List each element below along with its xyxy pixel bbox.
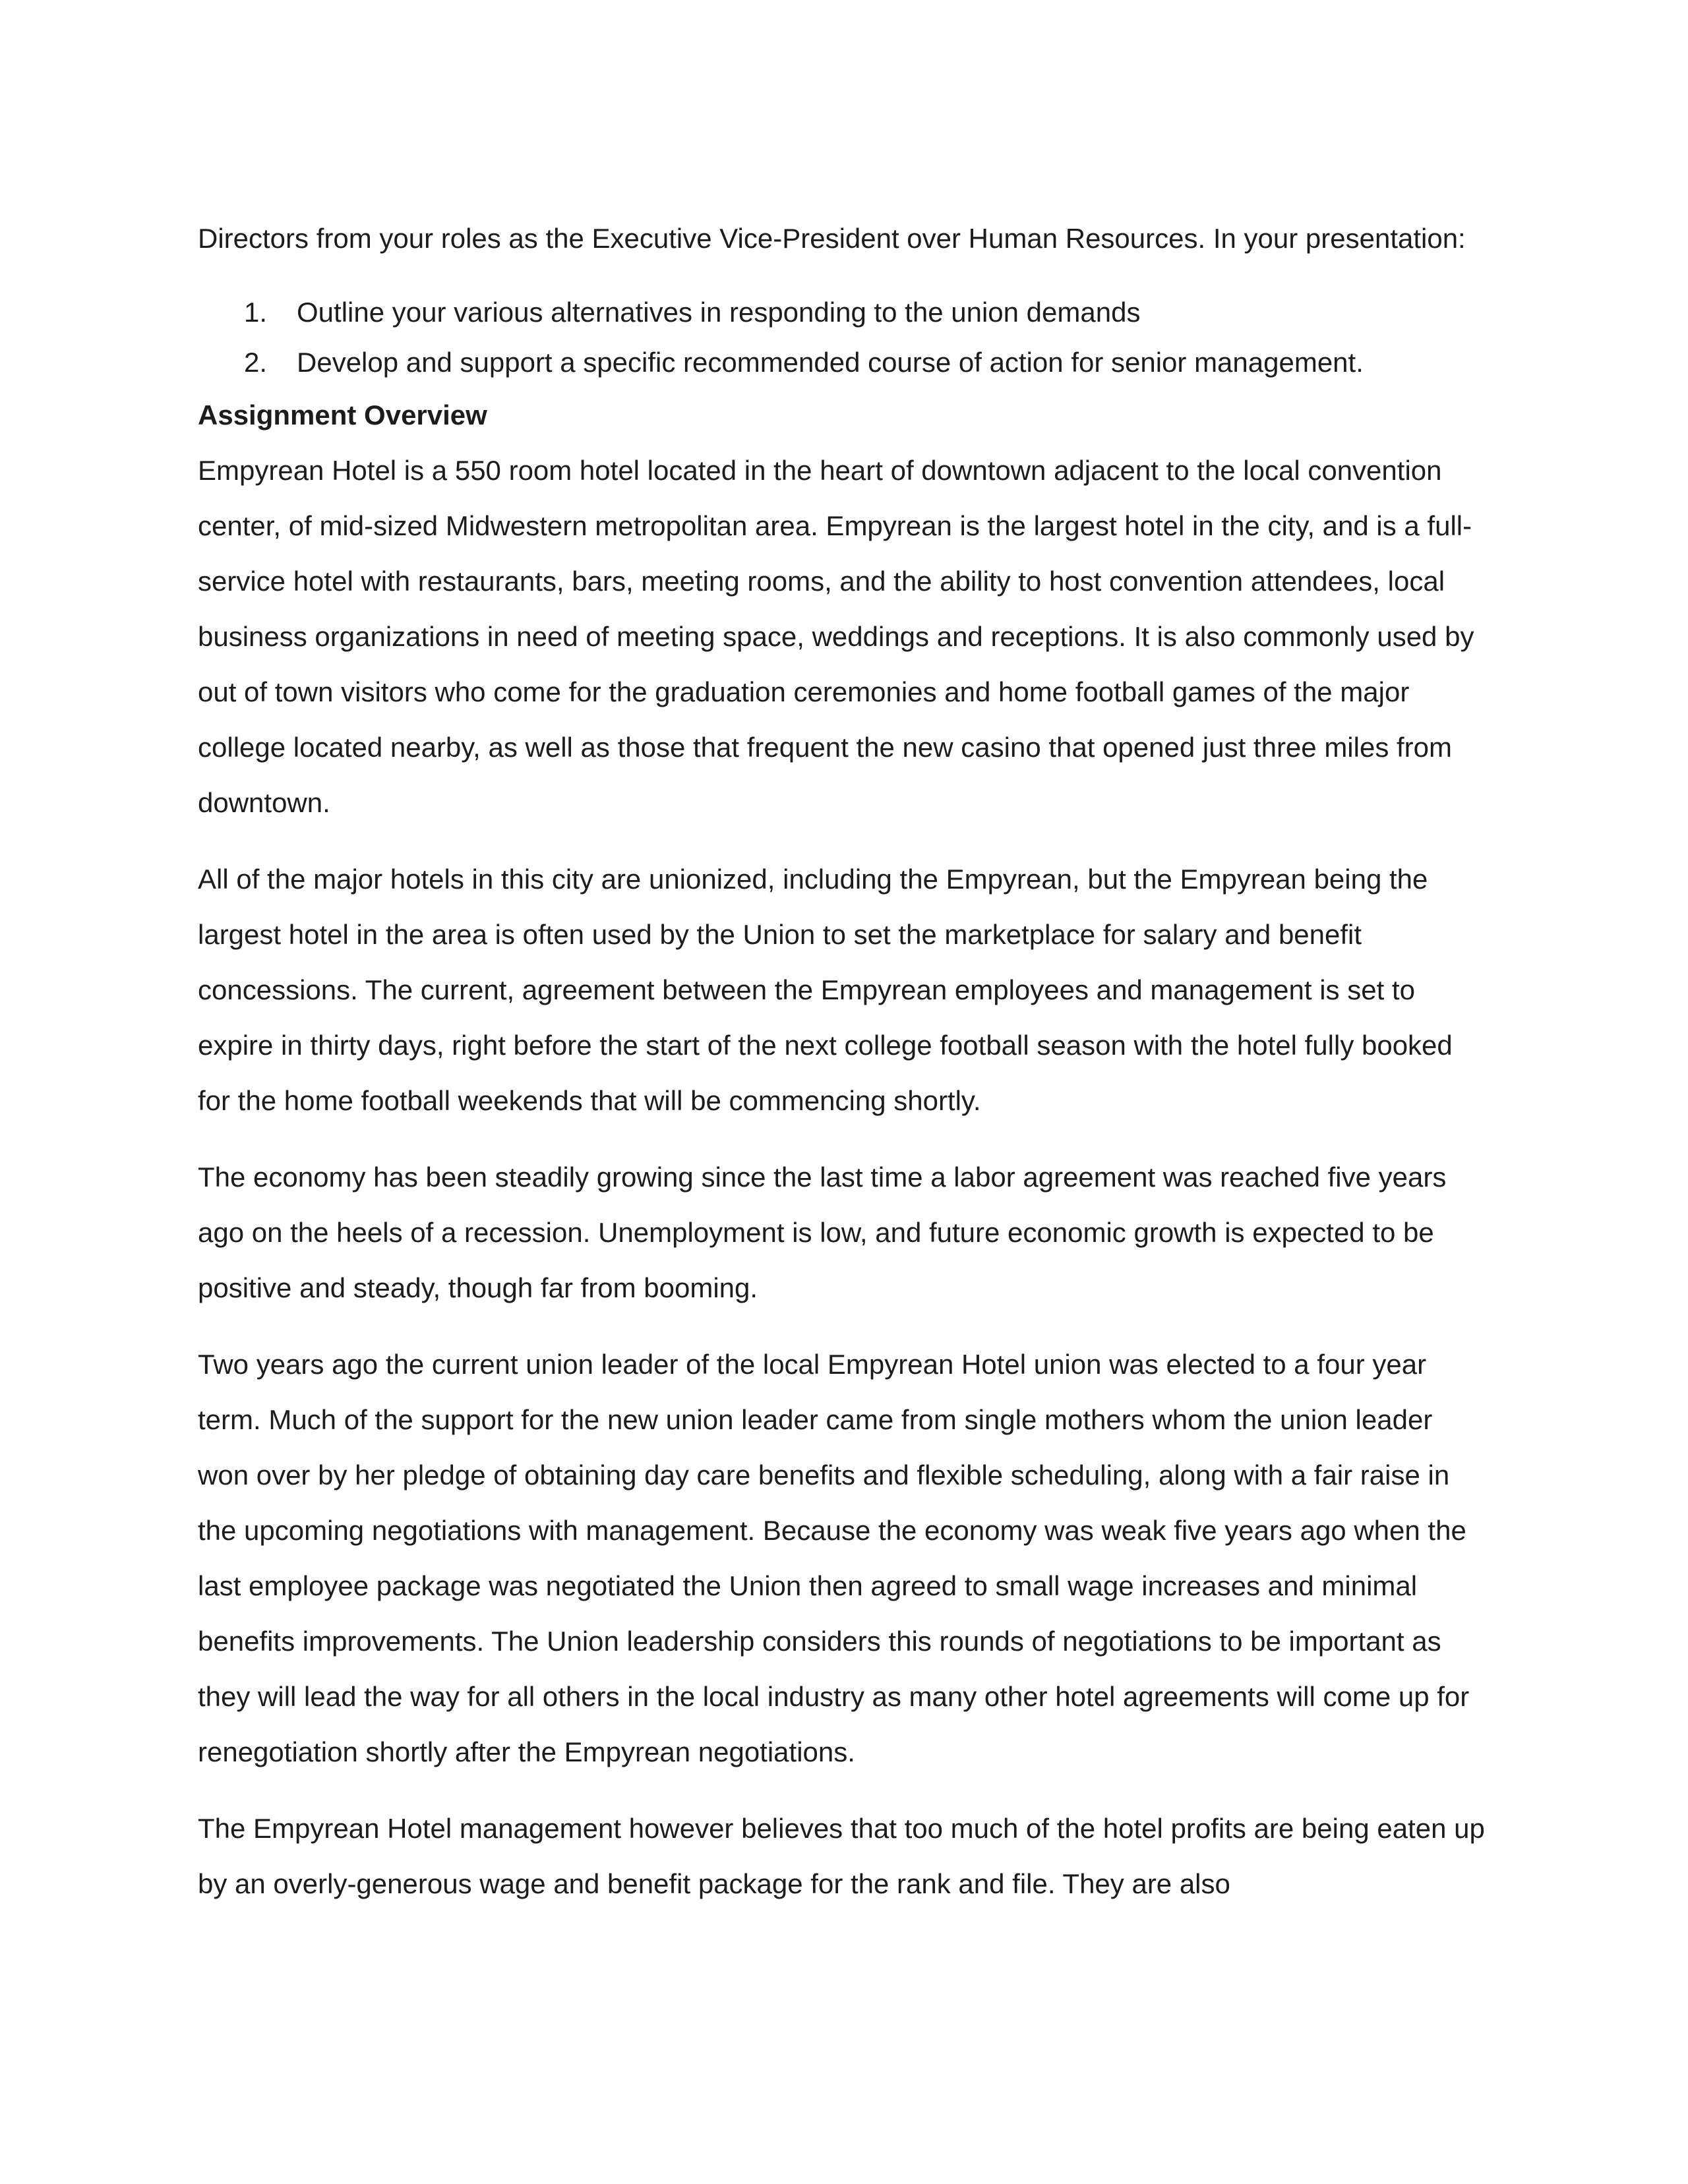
list-item-number: 1. <box>244 297 268 328</box>
document-body <box>198 211 1490 1933</box>
list-item-text: Develop and support a specific recommended course of action for senior management. <box>297 347 1364 378</box>
body-paragraph: The Empyrean Hotel management however believes that too much of the hotel profits are being eaten up by an overly-generous wage and benefit package for the rank and file. They are also <box>198 1813 1485 1899</box>
list-item-number: 2. <box>244 347 268 378</box>
intro-paragraph: Directors from your roles as the Executive Vice-President over Human Resources. In your presentation: <box>198 223 1466 254</box>
section-heading: Assignment Overview <box>198 399 487 430</box>
body-paragraph: Two years ago the current union leader of the local Empyrean Hotel union was elected to a four year term. Much of the support for the new union leader came from single mothers whom the union leader won over by her pledge of obtaining day care benefits and flexible scheduling, along with a fair raise in the upcoming negotiations with management. Because the economy was weak five years ago when the last employee package was negotiated the Union then agreed to small wage increases and minimal benefits improvements. The Union leadership considers this rounds of negotiations to be important as they will lead the way for all others in the local industry as many other hotel agreements will come up for renegotiation shortly after the Empyrean negotiations. <box>198 1349 1470 1767</box>
list-item <box>198 287 1490 338</box>
body-paragraph: All of the major hotels in this city are unionized, including the Empyrean, but the Empyrean being the largest hotel in the area is often used by the Union to set the marketplace for salary and benefit concessions. The current, agreement between the Empyrean employees and management is set to expire in thirty days, right before the start of the next college football season with the hotel fully booked for the home football weekends that will be commencing shortly. <box>198 864 1453 1116</box>
list-item <box>198 338 1490 388</box>
list-item-text: Outline your various alternatives in responding to the union demands <box>297 297 1141 328</box>
presentation-list <box>198 287 1490 388</box>
body-paragraph: Empyrean Hotel is a 550 room hotel located in the heart of downtown adjacent to the local convention center, of mid-sized Midwestern metropolitan area. Empyrean is the largest hotel in the city, and is a full-service hotel with restaurants, bars, meeting rooms, and the ability to host convention attendees, local business organizations in need of meeting space, weddings and receptions. It is also commonly used by out of town visitors who come for the graduation ceremonies and home football games of the major college located nearby, as well as those that frequent the new casino that opened just three miles from downtown. <box>198 455 1474 818</box>
body-paragraph: The economy has been steadily growing since the last time a labor agreement was reached five years ago on the heels of a recession. Unemployment is low, and future economic growth is expected to be positive and steady, though far from booming. <box>198 1162 1447 1303</box>
